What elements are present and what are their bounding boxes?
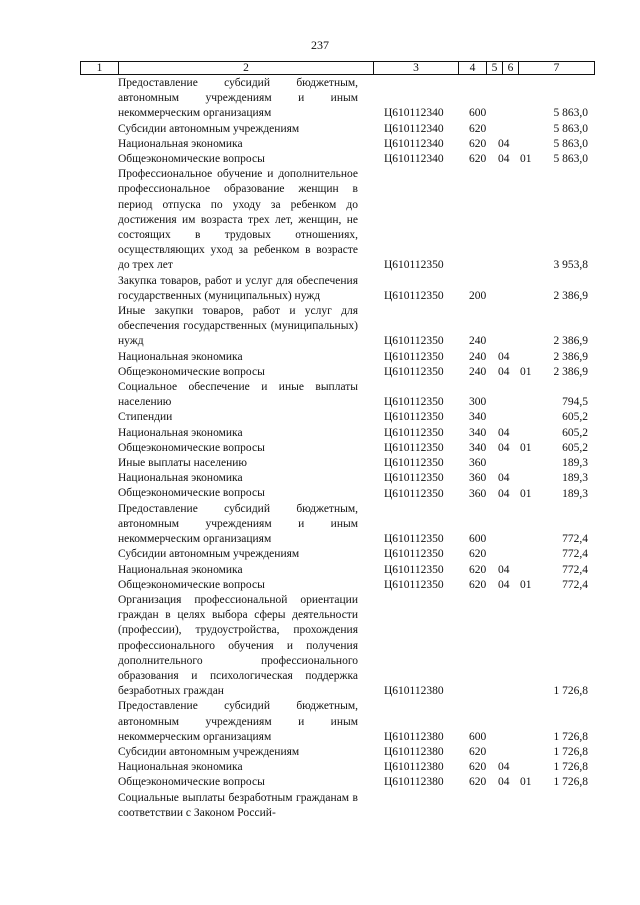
header-col-3: 3 bbox=[374, 62, 459, 75]
table-row bbox=[80, 350, 590, 365]
row-code: Ц610112350 bbox=[384, 563, 444, 576]
row-name: Организация профессиональной ориентации граждан в целях выбора сферы деятельности (профессии), трудоустройства, прохождения профессионального обучения и получения дополнительного профессионального образования и психологическая поддержка безработных граждан bbox=[118, 593, 358, 698]
table-row bbox=[80, 274, 590, 304]
row-subsection: 01 bbox=[520, 487, 532, 500]
table-row bbox=[80, 502, 590, 548]
row-name: Субсидии автономным учреждениям bbox=[118, 745, 300, 758]
row-expense-type: 620 bbox=[469, 745, 487, 758]
row-section: 04 bbox=[498, 563, 510, 576]
row-sum: 189,3 bbox=[562, 487, 588, 500]
row-code: Ц610112340 bbox=[384, 122, 444, 135]
row-sum: 5 863,0 bbox=[553, 107, 588, 120]
table-row bbox=[80, 699, 590, 745]
row-subsection: 01 bbox=[520, 776, 532, 789]
header-col-4: 4 bbox=[459, 62, 487, 75]
row-expense-type: 240 bbox=[469, 335, 487, 348]
row-expense-type: 340 bbox=[469, 411, 487, 424]
row-sum: 2 386,9 bbox=[553, 350, 588, 363]
table-row bbox=[80, 441, 590, 456]
row-name: Стипендии bbox=[118, 411, 173, 424]
row-name: Общеэкономические вопросы bbox=[118, 365, 265, 378]
row-name: Общеэкономические вопросы bbox=[118, 441, 265, 454]
row-name: Иные выплаты населению bbox=[118, 457, 247, 470]
row-name: Национальная экономика bbox=[118, 472, 243, 485]
row-name: Национальная экономика bbox=[118, 761, 243, 774]
header-col-2: 2 bbox=[119, 62, 374, 75]
row-expense-type: 360 bbox=[469, 487, 487, 500]
page-number: 237 bbox=[311, 38, 329, 52]
row-code: Ц610112350 bbox=[384, 487, 444, 500]
row-name: Национальная экономика bbox=[118, 426, 243, 439]
row-section: 04 bbox=[498, 487, 510, 500]
row-name: Предоставление субсидий бюджетным, автономным учреждениям и иным некоммерческим организациям bbox=[118, 700, 358, 743]
row-name: Общеэкономические вопросы bbox=[118, 153, 265, 166]
row-code: Ц610112380 bbox=[384, 761, 444, 774]
row-sum: 1 726,8 bbox=[553, 776, 588, 789]
table-row bbox=[80, 76, 590, 122]
row-expense-type: 600 bbox=[469, 730, 487, 743]
row-code: Ц610112350 bbox=[384, 259, 444, 272]
header-col-7: 7 bbox=[519, 62, 595, 75]
row-expense-type: 200 bbox=[469, 289, 487, 302]
row-code: Ц610112380 bbox=[384, 745, 444, 758]
row-section: 04 bbox=[498, 365, 510, 378]
row-name: Социальное обеспечение и иные выплаты населению bbox=[118, 381, 358, 409]
row-section: 04 bbox=[498, 153, 510, 166]
row-expense-type: 340 bbox=[469, 426, 487, 439]
row-subsection: 01 bbox=[520, 441, 532, 454]
row-sum: 605,2 bbox=[562, 426, 588, 439]
row-expense-type: 240 bbox=[469, 365, 487, 378]
table-row bbox=[80, 304, 590, 350]
row-sum: 2 386,9 bbox=[553, 335, 588, 348]
table-row bbox=[80, 137, 590, 152]
row-expense-type: 620 bbox=[469, 776, 487, 789]
table-row bbox=[80, 167, 590, 273]
row-expense-type: 620 bbox=[469, 563, 487, 576]
row-subsection: 01 bbox=[520, 365, 532, 378]
row-code: Ц610112350 bbox=[384, 457, 444, 470]
row-name: Закупка товаров, работ и услуг для обеспечения государственных (муниципальных) нужд bbox=[118, 274, 358, 302]
table-row bbox=[80, 791, 590, 821]
table-row bbox=[80, 365, 590, 380]
header-col-5: 5 bbox=[487, 62, 503, 75]
row-code: Ц610112380 bbox=[384, 776, 444, 789]
row-sum: 605,2 bbox=[562, 411, 588, 424]
row-sum: 5 863,0 bbox=[553, 137, 588, 150]
table-row bbox=[80, 380, 590, 410]
table-row bbox=[80, 547, 590, 562]
table-row bbox=[80, 563, 590, 578]
row-sum: 794,5 bbox=[562, 396, 588, 409]
row-expense-type: 620 bbox=[469, 137, 487, 150]
row-name: Профессиональное обучение и дополнительное профессиональное образование женщин в период отпуска по уходу за ребенком до достижения им возраста трех лет, женщин, не состоящих в трудовых отношениях, осуществляющих уход за ребенком в возрасте до трех лет bbox=[118, 168, 358, 272]
row-name: Субсидии автономным учреждениям bbox=[118, 548, 300, 561]
table-row bbox=[80, 745, 590, 760]
row-code: Ц610112350 bbox=[384, 441, 444, 454]
row-name: Предоставление субсидий бюджетным, автономным учреждениям и иным некоммерческим организациям bbox=[118, 502, 358, 546]
header-col-6: 6 bbox=[503, 62, 519, 75]
row-sum: 189,3 bbox=[562, 457, 588, 470]
row-sum: 5 863,0 bbox=[553, 153, 588, 166]
row-code: Ц610112350 bbox=[384, 350, 444, 363]
table-row bbox=[80, 760, 590, 775]
row-code: Ц610112350 bbox=[384, 548, 444, 561]
row-sum: 2 386,9 bbox=[553, 289, 588, 302]
row-code: Ц610112350 bbox=[384, 335, 444, 348]
row-sum: 189,3 bbox=[562, 472, 588, 485]
row-expense-type: 620 bbox=[469, 548, 487, 561]
row-sum: 1 726,8 bbox=[553, 745, 588, 758]
row-expense-type: 360 bbox=[469, 472, 487, 485]
row-code: Ц610112350 bbox=[384, 426, 444, 439]
table-row bbox=[80, 410, 590, 425]
row-expense-type: 620 bbox=[469, 122, 487, 135]
row-section: 04 bbox=[498, 426, 510, 439]
row-code: Ц610112350 bbox=[384, 578, 444, 591]
row-sum: 1 726,8 bbox=[553, 685, 588, 698]
row-sum: 1 726,8 bbox=[553, 730, 588, 743]
row-code: Ц610112380 bbox=[384, 685, 444, 698]
row-sum: 772,4 bbox=[562, 578, 588, 591]
row-name: Общеэкономические вопросы bbox=[118, 487, 265, 500]
row-sum: 3 953,8 bbox=[553, 259, 588, 272]
row-name: Национальная экономика bbox=[118, 137, 243, 150]
row-sum: 772,4 bbox=[562, 548, 588, 561]
row-code: Ц610112340 bbox=[384, 153, 444, 166]
row-expense-type: 600 bbox=[469, 107, 487, 120]
row-name: Социальные выплаты безработным гражданам в соответствии с Законом Россий- bbox=[118, 791, 358, 819]
row-section: 04 bbox=[498, 137, 510, 150]
row-name: Национальная экономика bbox=[118, 350, 243, 363]
row-section: 04 bbox=[498, 578, 510, 591]
row-section: 04 bbox=[498, 776, 510, 789]
row-sum: 2 386,9 bbox=[553, 365, 588, 378]
row-subsection: 01 bbox=[520, 153, 532, 166]
row-expense-type: 300 bbox=[469, 396, 487, 409]
row-expense-type: 620 bbox=[469, 153, 487, 166]
row-section: 04 bbox=[498, 472, 510, 485]
row-name: Национальная экономика bbox=[118, 563, 243, 576]
row-code: Ц610112350 bbox=[384, 472, 444, 485]
row-section: 04 bbox=[498, 350, 510, 363]
row-expense-type: 340 bbox=[469, 441, 487, 454]
row-sum: 772,4 bbox=[562, 563, 588, 576]
row-code: Ц610112350 bbox=[384, 365, 444, 378]
row-name: Общеэкономические вопросы bbox=[118, 578, 265, 591]
row-name: Предоставление субсидий бюджетным, автономным учреждениям и иным некоммерческим организациям bbox=[118, 77, 358, 120]
row-code: Ц610112350 bbox=[384, 533, 444, 546]
row-name: Иные закупки товаров, работ и услуг для обеспечения государственных (муниципальных) нужд bbox=[118, 305, 358, 348]
row-code: Ц610112340 bbox=[384, 107, 444, 120]
table-row bbox=[80, 593, 590, 699]
row-subsection: 01 bbox=[520, 578, 532, 591]
row-expense-type: 620 bbox=[469, 578, 487, 591]
row-name: Субсидии автономным учреждениям bbox=[118, 122, 300, 135]
column-header bbox=[80, 61, 595, 75]
row-code: Ц610112350 bbox=[384, 411, 444, 424]
row-section: 04 bbox=[498, 441, 510, 454]
row-code: Ц610112350 bbox=[384, 396, 444, 409]
row-code: Ц610112380 bbox=[384, 730, 444, 743]
table-row bbox=[80, 486, 590, 501]
row-sum: 605,2 bbox=[562, 441, 588, 454]
row-code: Ц610112340 bbox=[384, 137, 444, 150]
table-row bbox=[80, 578, 590, 593]
table-row bbox=[80, 471, 590, 486]
row-expense-type: 620 bbox=[469, 761, 487, 774]
header-col-1: 1 bbox=[81, 62, 119, 75]
row-expense-type: 240 bbox=[469, 350, 487, 363]
table-row bbox=[80, 426, 590, 441]
row-code: Ц610112350 bbox=[384, 289, 444, 302]
table-row bbox=[80, 456, 590, 471]
row-sum: 772,4 bbox=[562, 533, 588, 546]
row-section: 04 bbox=[498, 761, 510, 774]
table-row bbox=[80, 122, 590, 137]
row-sum: 1 726,8 bbox=[553, 761, 588, 774]
table-row bbox=[80, 152, 590, 167]
row-sum: 5 863,0 bbox=[553, 122, 588, 135]
budget-table-body bbox=[80, 76, 590, 821]
row-name: Общеэкономические вопросы bbox=[118, 776, 265, 789]
row-expense-type: 360 bbox=[469, 457, 487, 470]
table-row bbox=[80, 775, 590, 790]
row-expense-type: 600 bbox=[469, 533, 487, 546]
